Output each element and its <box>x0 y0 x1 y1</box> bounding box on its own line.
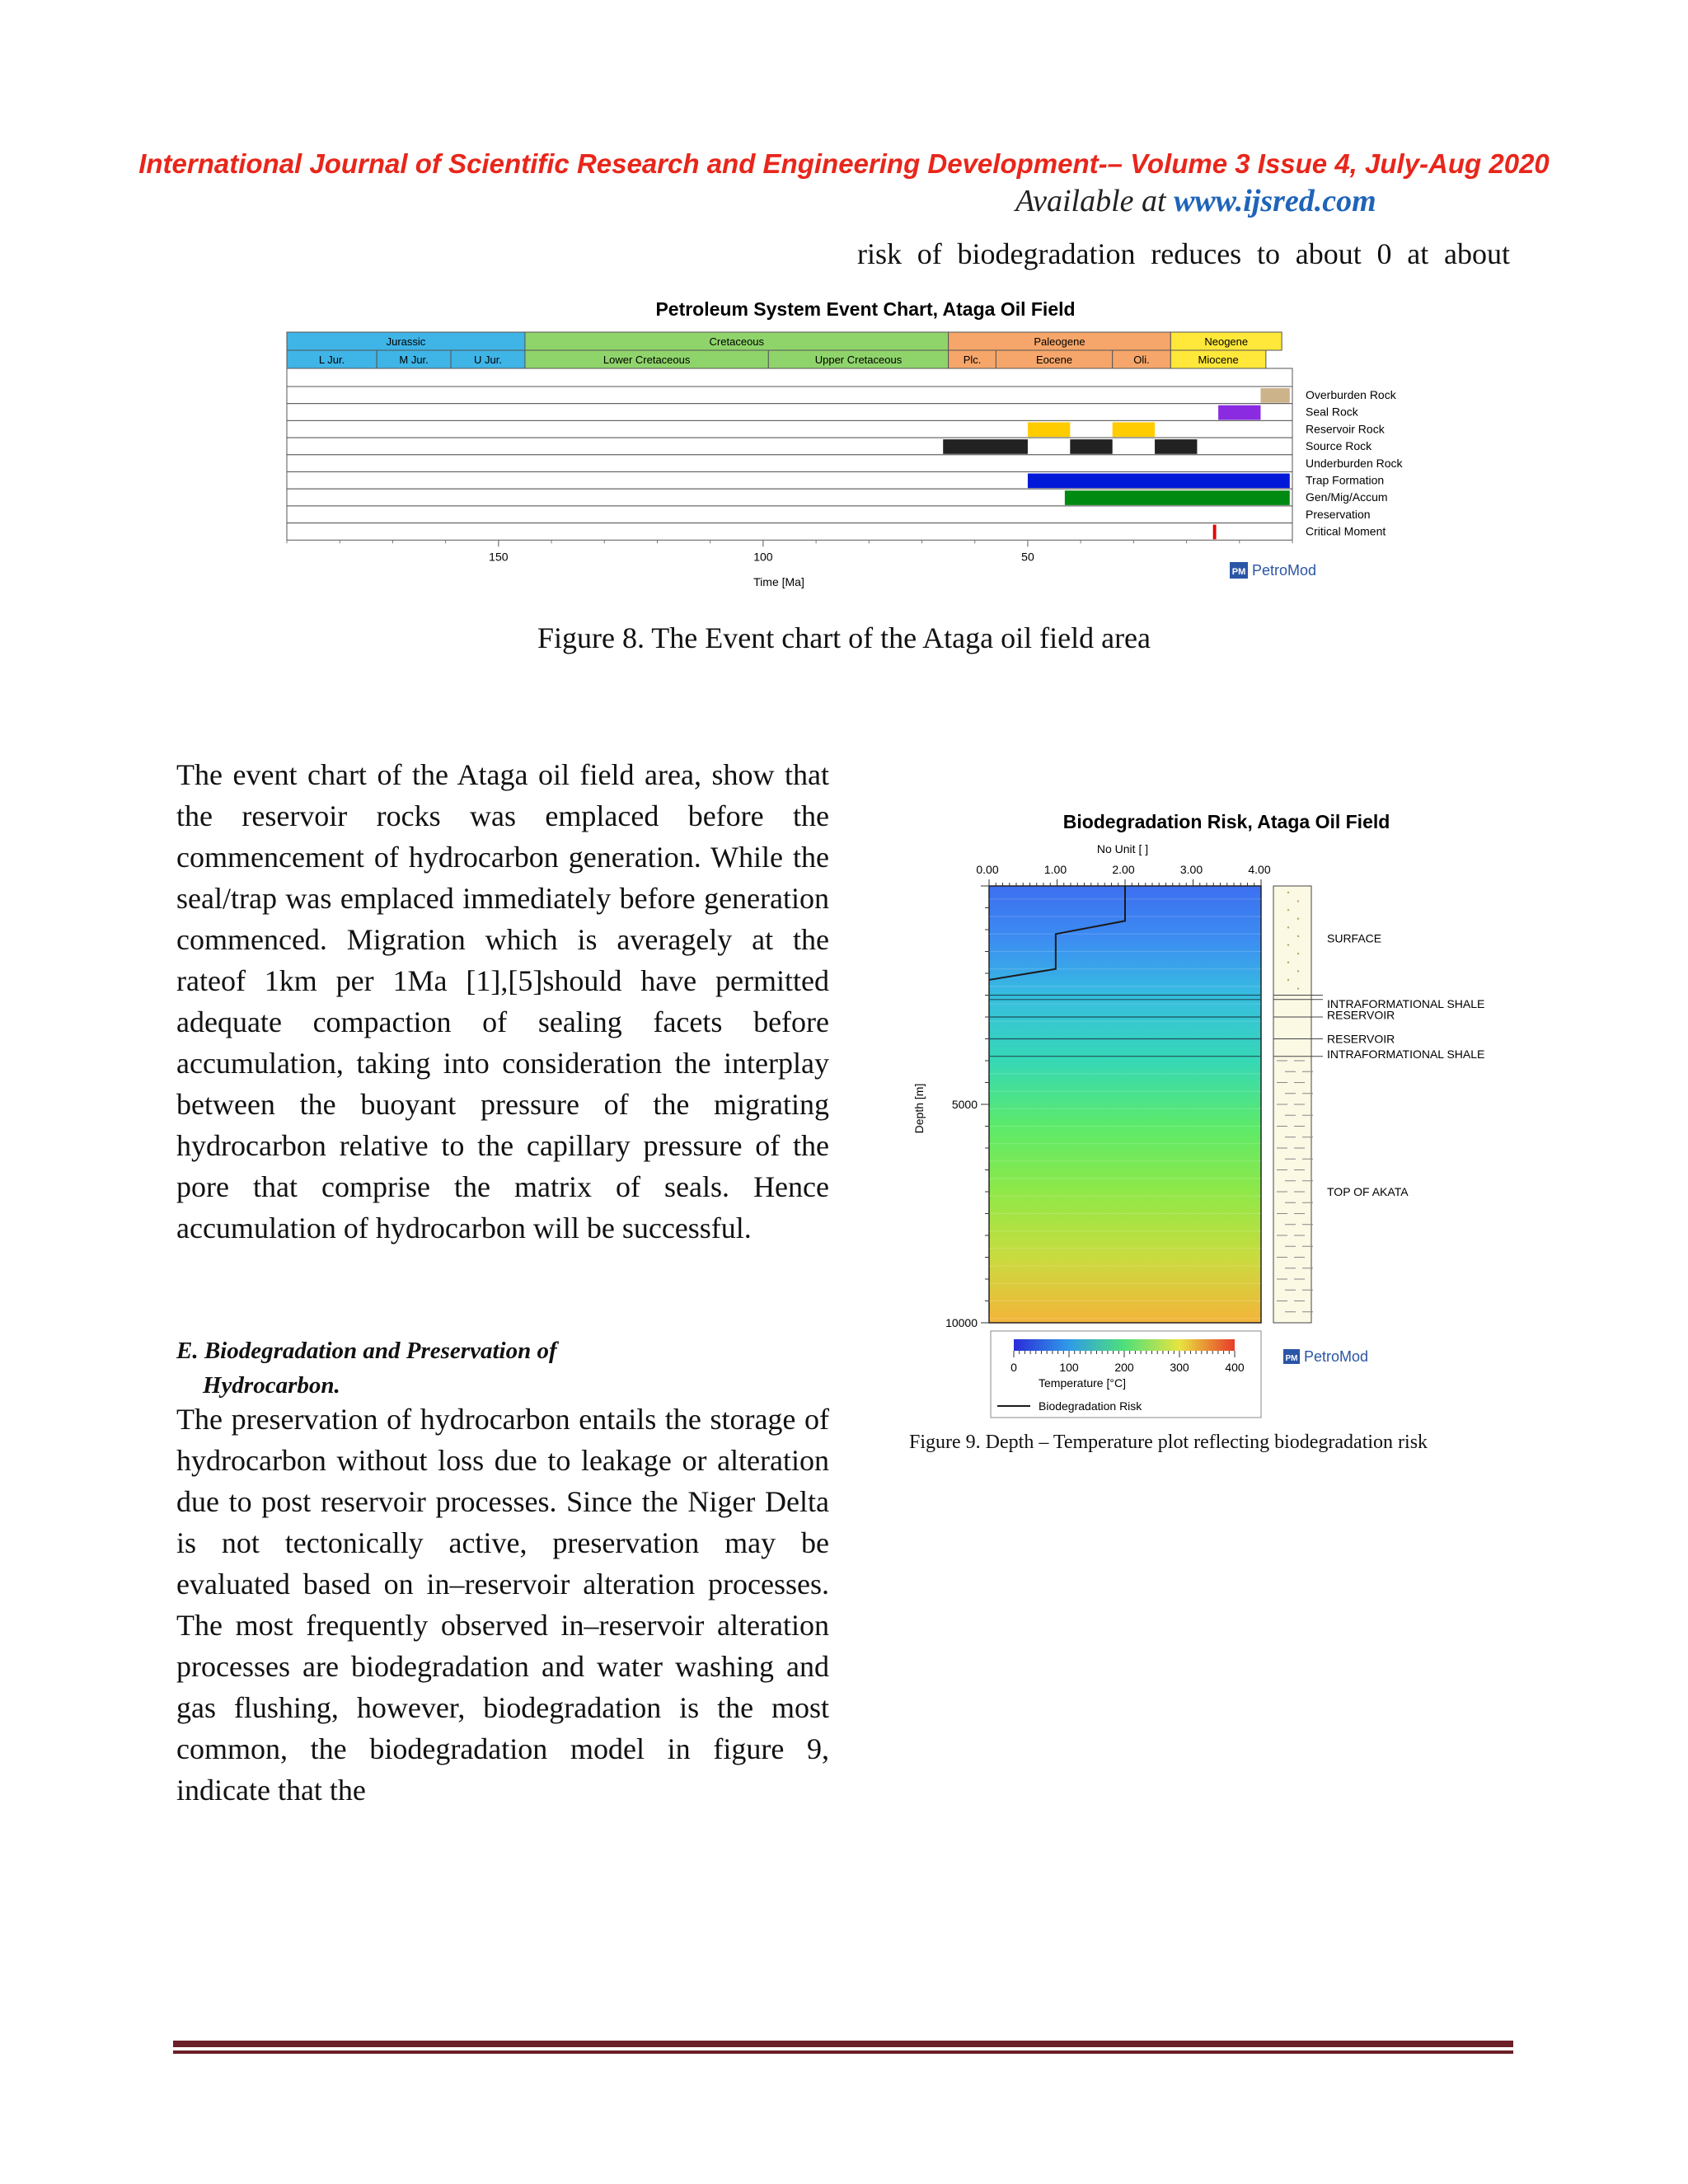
colorbar-tick-label: 300 <box>1170 1361 1189 1374</box>
y-axis-label: Depth [m] <box>912 1083 926 1134</box>
epoch-label: U Jur. <box>474 354 502 366</box>
available-prefix: Available at <box>1015 184 1175 218</box>
petromod-logo-text: PetroMod <box>1252 562 1317 579</box>
event-row <box>287 438 1292 455</box>
chart-title: Petroleum System Event Chart, Ataga Oil Field <box>655 298 1076 320</box>
epoch-label: Upper Cretaceous <box>814 354 903 366</box>
row-label: Trap Formation <box>1306 473 1385 487</box>
event-bar <box>1065 490 1290 505</box>
y-tick-label: 5000 <box>951 1098 978 1111</box>
row-label: Seal Rock <box>1306 405 1358 419</box>
colorbar-tick-label: 400 <box>1225 1361 1245 1374</box>
available-at <box>1015 183 1376 219</box>
paragraph-preservation <box>176 1399 829 1811</box>
colorbar-tick-label: 200 <box>1114 1361 1134 1374</box>
lithology-dot <box>1297 918 1299 920</box>
strat-label: TOP OF AKATA <box>1327 1185 1409 1198</box>
row-label: Critical Moment <box>1306 524 1386 538</box>
lithology-dot <box>1297 987 1299 989</box>
row-label: Source Rock <box>1306 439 1372 453</box>
paragraph-text: The event chart of the Ataga oil field area, show that the reservoir rocks was emplaced before the commencement of hydrocarbon generation. While the seal/trap was emplaced immediately before generation commenced. Migration which is averagely at the rateof 1km per 1Ma [1],[5]should have permitted adequate compaction of sealing facets before accumulation, taking into consideration the interplay between the buoyant pressure of the migrating hydrocarbon relative to the capillary pressure of the pore that comprise the matrix of seals. Hence accumulation of hydrocarbon will be successful. <box>176 758 829 1244</box>
row-label: Preservation <box>1306 507 1371 521</box>
x-tick-label: 2.00 <box>1112 863 1135 876</box>
event-row <box>287 387 1292 404</box>
epoch-label: Eocene <box>1036 354 1073 366</box>
colorbar-tick-label: 100 <box>1059 1361 1079 1374</box>
period-label: Jurassic <box>386 335 426 348</box>
petromod-logo-mark-text: PM <box>1285 1354 1298 1363</box>
x-tick-label: 150 <box>489 550 509 564</box>
lithology-dot <box>1287 962 1289 963</box>
continued-text: risk of biodegradation reduces to about 0 at about <box>857 237 1510 270</box>
epoch-label: M Jur. <box>399 354 429 366</box>
lithology-dot <box>1297 970 1299 972</box>
footer-rule-thin <box>173 2050 1513 2054</box>
x-tick-label: 4.00 <box>1248 863 1271 876</box>
petromod-logo <box>1230 562 1316 579</box>
journal-header: International Journal of Scientific Research and Engineering Development-– Volume 3 Issue 4, July-Aug 2020 <box>138 148 1550 179</box>
row-label: Gen/Mig/Accum <box>1306 490 1388 504</box>
x-tick-label: 100 <box>753 550 773 564</box>
petromod-logo-text: PetroMod <box>1304 1348 1369 1365</box>
strat-label: INTRAFORMATIONAL SHALE <box>1327 997 1485 1011</box>
lithology-dot <box>1297 900 1299 902</box>
event-bar <box>1113 422 1155 437</box>
figure8-caption: Figure 8. The Event chart of the Ataga oil field area <box>537 621 1151 654</box>
paragraph-event-chart <box>176 754 829 1249</box>
chart-title: Biodegradation Risk, Ataga Oil Field <box>1062 811 1390 832</box>
temperature-colorbar <box>1014 1339 1235 1351</box>
row-label: Underburden Rock <box>1306 456 1403 470</box>
x-axis-label: Time [Ma] <box>753 575 804 588</box>
heading-letter: E. <box>176 1338 199 1364</box>
paragraph-text: The preservation of hydrocarbon entails the storage of hydrocarbon without loss due to leakage or alteration due to post reservoir processes. Since the Niger Delta is not tectonically active, preservation may be evaluated based on in–reservoir alteration processes. The most frequently observed in–reservoir alteration processes are biodegradation and water washing and gas flushing, however, biodegradation is the most common, the biodegradation model in figure 9, indicate that the <box>176 1403 829 1807</box>
event-bar <box>1070 439 1112 454</box>
row-label: Overburden Rock <box>1306 388 1396 401</box>
event-bar <box>1028 474 1290 489</box>
colorbar-label: Temperature [°C] <box>1039 1376 1126 1390</box>
lithology-dot <box>1287 909 1289 911</box>
figure9-biodegradation-plot <box>907 804 1517 1430</box>
lithology-dot <box>1287 944 1289 945</box>
footer-rule <box>173 2041 1513 2047</box>
event-bar <box>1028 422 1070 437</box>
top-axis-label: No Unit [ ] <box>1096 842 1149 855</box>
x-tick-label: 1.00 <box>1043 863 1067 876</box>
lithology-dot <box>1297 935 1299 937</box>
spacer-row <box>287 368 1292 387</box>
period-label: Neogene <box>1204 335 1249 348</box>
x-tick-label: 50 <box>1021 550 1034 564</box>
event-bar <box>1218 405 1260 420</box>
lithology-dot <box>1287 979 1289 981</box>
heading-line1: Biodegradation and Preservation of <box>198 1338 557 1364</box>
x-tick-label: 3.00 <box>1179 863 1203 876</box>
heading-line2: Hydrocarbon. <box>203 1372 340 1399</box>
journal-url[interactable]: www.ijsred.com <box>1174 184 1376 218</box>
petromod-logo <box>1283 1348 1368 1365</box>
y-tick-label: 10000 <box>945 1316 978 1329</box>
epoch-label: L Jur. <box>318 354 345 366</box>
lithology-dot <box>1287 926 1289 928</box>
epoch-label: Oli. <box>1133 354 1150 366</box>
epoch-label: Miocene <box>1198 354 1239 366</box>
lithology-dot <box>1287 892 1289 893</box>
strat-label: SURFACE <box>1327 931 1382 945</box>
section-heading <box>176 1333 557 1403</box>
event-bar <box>1155 439 1197 454</box>
strat-label: RESERVOIR <box>1327 1008 1395 1022</box>
event-row <box>287 506 1292 523</box>
event-bar <box>943 439 1028 454</box>
epoch-label: Lower Cretaceous <box>603 354 691 366</box>
event-row <box>287 404 1292 421</box>
period-label: Paleogene <box>1034 335 1085 348</box>
row-label: Reservoir Rock <box>1306 422 1385 436</box>
event-row <box>287 523 1292 541</box>
strat-label: INTRAFORMATIONAL SHALE <box>1327 1047 1485 1062</box>
figure8-event-chart <box>280 293 1418 589</box>
petromod-logo-mark-text: PM <box>1231 567 1246 577</box>
event-row <box>287 455 1292 472</box>
x-tick-label: 0.00 <box>976 863 999 876</box>
period-label: Cretaceous <box>709 335 765 348</box>
event-bar <box>1213 525 1217 540</box>
colorbar-tick-label: 0 <box>1010 1361 1017 1374</box>
figure9-caption: Figure 9. Depth – Temperature plot reflecting biodegradation risk <box>909 1432 1428 1453</box>
strat-label: RESERVOIR <box>1327 1032 1395 1046</box>
event-bar <box>1260 388 1289 403</box>
legend-label: Biodegradation Risk <box>1039 1399 1142 1413</box>
lithology-dot <box>1297 953 1299 954</box>
epoch-label: Plc. <box>963 354 982 366</box>
